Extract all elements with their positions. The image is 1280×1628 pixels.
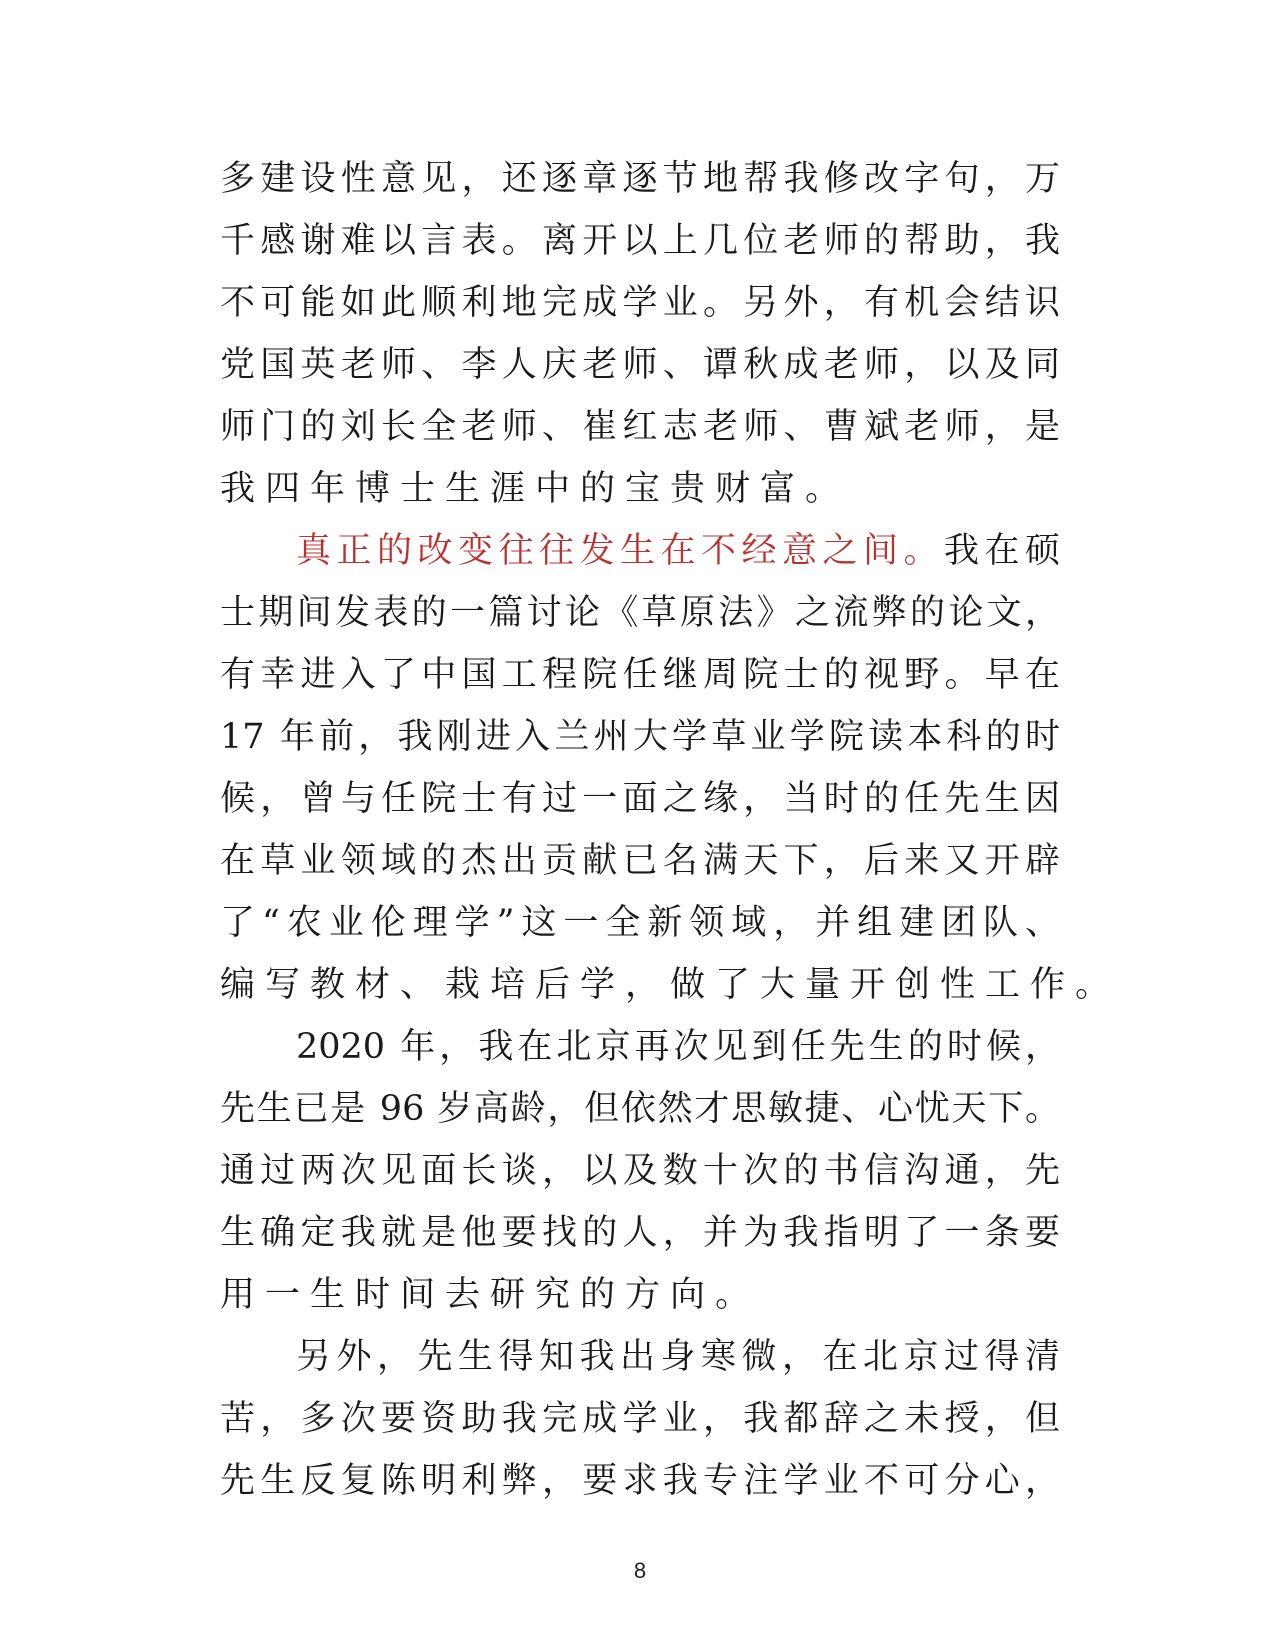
text-line: 党国英老师、李人庆老师、谭秋成老师，以及同: [220, 345, 1060, 385]
text-line: 17 年前，我刚进入兰州大学草业学院读本科的时: [220, 717, 1060, 757]
text-line: 用一生时间去研究的方向。: [220, 1275, 761, 1315]
text-line: 通过两次见面长谈，以及数十次的书信沟通，先: [220, 1151, 1060, 1191]
text-line: 千感谢难以言表。离开以上几位老师的帮助，我: [220, 221, 1060, 261]
text-line: 先生已是 96 岁高龄，但依然才思敏捷、心忧天下。: [220, 1089, 1060, 1129]
text-line: 不可能如此顺利地完成学业。另外，有机会结识: [220, 283, 1060, 323]
text-line: 师门的刘长全老师、崔红志老师、曹斌老师，是: [220, 407, 1060, 447]
text-line: 士期间发表的一篇讨论《草原法》之流弊的论文，: [220, 593, 1060, 633]
paragraph-first-line: 2020 年，我在北京再次见到任先生的时候，: [296, 1027, 1060, 1067]
highlighted-sentence: 真正的改变往往发生在不经意之间。: [296, 531, 944, 571]
text-span: 我在硕: [943, 531, 1060, 571]
body-text: [220, 148, 1121, 1512]
text-line: 在草业领域的杰出贡献已名满天下，后来又开辟: [220, 841, 1060, 881]
text-line: 我四年博士生涯中的宝贵财富。: [220, 469, 851, 509]
paragraph-first-line: [220, 520, 1060, 582]
paragraph-first-line: 另外，先生得知我出身寒微，在北京过得清: [296, 1337, 1060, 1377]
text-line: 有幸进入了中国工程院任继周院士的视野。早在: [220, 655, 1060, 695]
text-line: 苦，多次要资助我完成学业，我都辞之未授，但: [220, 1399, 1060, 1439]
text-line: 候，曾与任院士有过一面之缘，当时的任先生因: [220, 779, 1060, 819]
text-line: 先生反复陈明利弊，要求我专注学业不可分心，: [220, 1461, 1060, 1501]
text-line: 了“农业伦理学”这一全新领域，并组建团队、: [220, 903, 1060, 943]
text-line: 多建设性意见，还逐章逐节地帮我修改字句，万: [220, 159, 1060, 199]
text-line: 生确定我就是他要找的人，并为我指明了一条要: [220, 1213, 1060, 1253]
page-number: 8: [633, 1558, 647, 1583]
text-line: 编写教材、栽培后学，做了大量开创性工作。: [220, 965, 1121, 1005]
